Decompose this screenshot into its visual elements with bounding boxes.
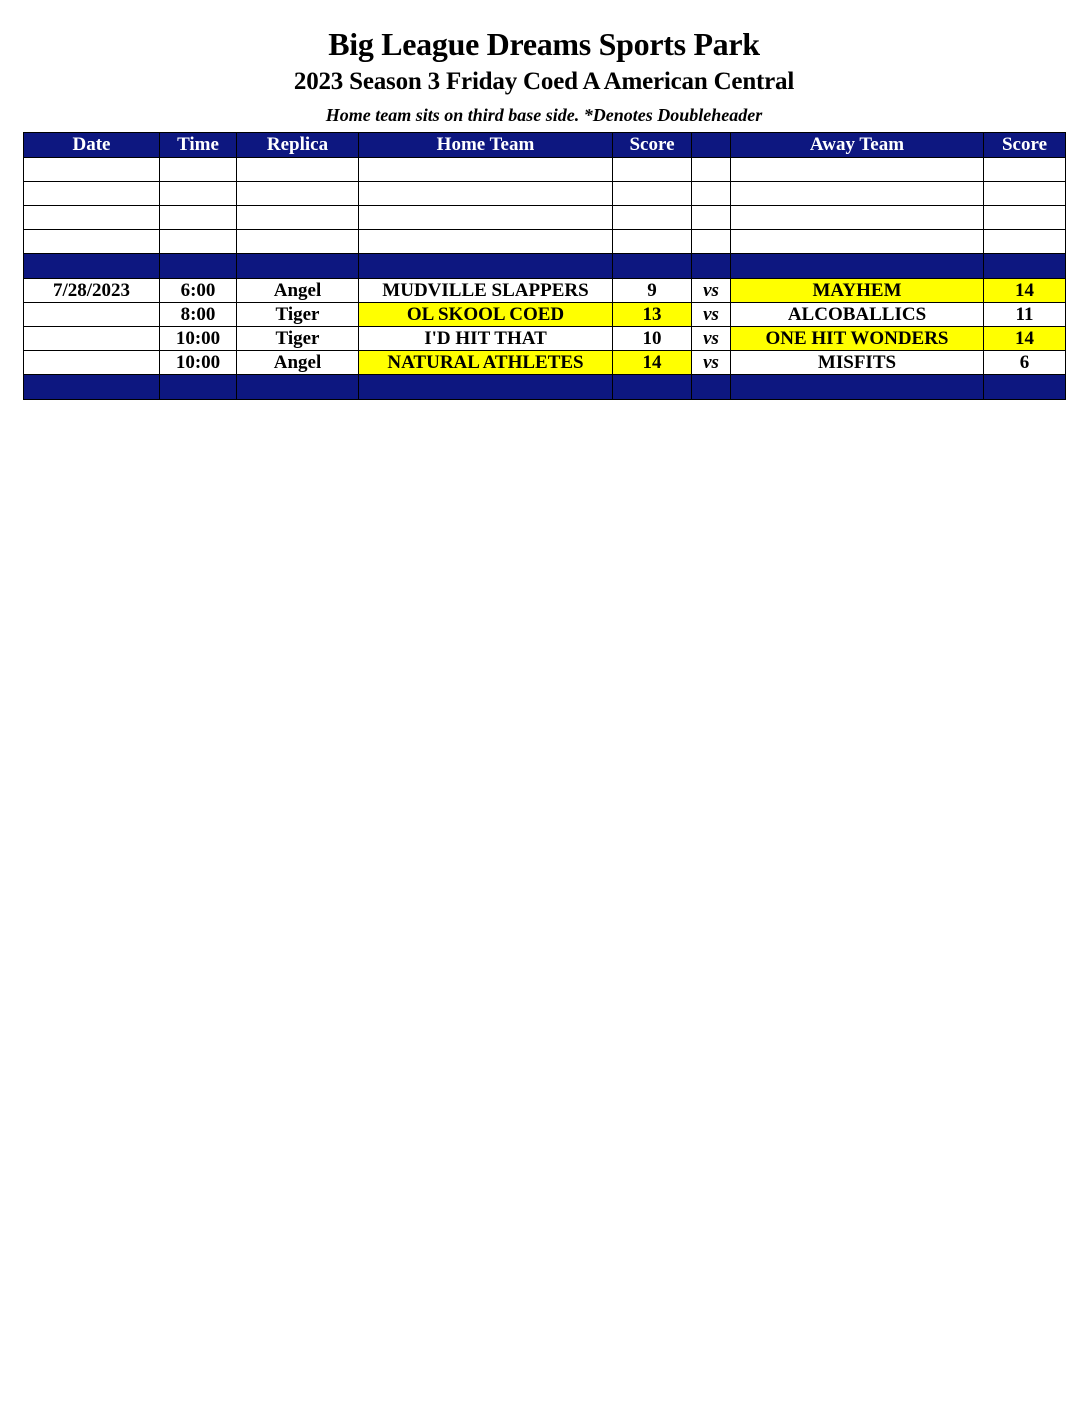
home-team: OL SKOOL COED (359, 303, 613, 327)
away-team: MISFITS (731, 351, 984, 375)
empty-row (24, 230, 1066, 254)
away-team: MAYHEM (731, 279, 984, 303)
game-date (24, 327, 160, 351)
away-score: 14 (984, 279, 1066, 303)
table-header-row (24, 133, 1066, 158)
column-header-away-team: Away Team (731, 133, 984, 158)
league-title: 2023 Season 3 Friday Coed A American Central (293, 68, 795, 95)
versus-label: vs (692, 303, 731, 327)
game-time: 10:00 (160, 327, 237, 351)
home-score: 13 (613, 303, 692, 327)
game-date (24, 303, 160, 327)
park-title: Big League Dreams Sports Park (328, 26, 760, 62)
schedule-table (23, 132, 1066, 400)
game-row (24, 303, 1066, 327)
versus-label: vs (692, 279, 731, 303)
home-score: 9 (613, 279, 692, 303)
column-header-vs (692, 133, 731, 158)
game-time: 6:00 (160, 279, 237, 303)
home-score: 10 (613, 327, 692, 351)
schedule-note: Home team sits on third base side. *Denotes Doubleheader (325, 105, 763, 125)
column-header-home-team: Home Team (359, 133, 613, 158)
column-header-home-score: Score (613, 133, 692, 158)
game-time: 10:00 (160, 351, 237, 375)
away-team: ONE HIT WONDERS (731, 327, 984, 351)
away-score: 6 (984, 351, 1066, 375)
home-team: MUDVILLE SLAPPERS (359, 279, 613, 303)
home-team: NATURAL ATHLETES (359, 351, 613, 375)
empty-row (24, 206, 1066, 230)
empty-row (24, 182, 1066, 206)
away-score: 14 (984, 327, 1066, 351)
game-replica: Angel (237, 279, 359, 303)
game-date (24, 351, 160, 375)
away-score: 11 (984, 303, 1066, 327)
separator-band (24, 375, 1066, 400)
versus-label: vs (692, 351, 731, 375)
separator-band (24, 254, 1066, 279)
column-header-away-score: Score (984, 133, 1066, 158)
game-row (24, 327, 1066, 351)
game-replica: Angel (237, 351, 359, 375)
game-replica: Tiger (237, 303, 359, 327)
home-team: I'D HIT THAT (359, 327, 613, 351)
home-score: 14 (613, 351, 692, 375)
away-team: ALCOBALLICS (731, 303, 984, 327)
game-row (24, 351, 1066, 375)
game-time: 8:00 (160, 303, 237, 327)
column-header-replica: Replica (237, 133, 359, 158)
column-header-time: Time (160, 133, 237, 158)
game-replica: Tiger (237, 327, 359, 351)
versus-label: vs (692, 327, 731, 351)
column-header-date: Date (24, 133, 160, 158)
empty-row (24, 158, 1066, 182)
game-date: 7/28/2023 (24, 279, 160, 303)
game-row (24, 279, 1066, 303)
